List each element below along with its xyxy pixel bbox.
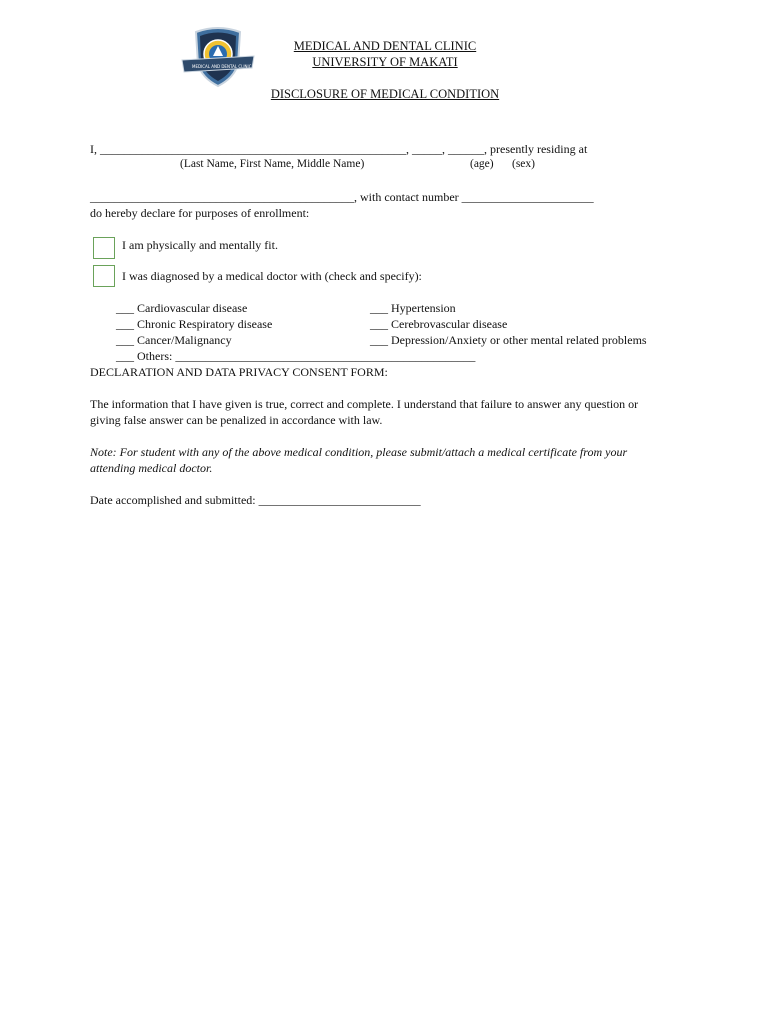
date-submitted-line[interactable]: Date accomplished and submitted: ___________________________ [90,493,421,507]
consent-statement-line2: giving false answer can be penalized in accordance with law. [90,413,383,427]
diagnosed-label: I was diagnosed by a medical doctor with (check and specify): [122,269,422,283]
identity-line: I, ___________________________________________________, _____, ______, presently residing at [90,142,588,156]
condition-cerebrovascular[interactable]: ___ Cerebrovascular disease [370,317,508,331]
consent-statement-line1: The information that I have given is true, correct and complete. I understand that failure to answer any question or [90,397,639,411]
age-caption: (age) [470,158,494,170]
condition-hypertension[interactable]: ___ Hypertension [370,301,456,315]
note-line2: attending medical doctor. [90,461,213,475]
logo-ribbon-text: MEDICAL AND DENTAL CLINIC [192,64,252,69]
form-title: DISCLOSURE OF MEDICAL CONDITION [270,87,500,101]
diagnosed-checkbox[interactable] [93,265,115,287]
declaration-intro: do hereby declare for purposes of enrollment: [90,206,310,220]
sex-caption: (sex) [512,158,535,170]
fit-label: I am physically and mentally fit. [122,238,278,252]
note-line1: Note: For student with any of the above medical condition, please submit/attach a medical certificate from your [90,445,628,459]
condition-chronic-respiratory[interactable]: ___ Chronic Respiratory disease [116,317,273,331]
condition-cardiovascular[interactable]: ___ Cardiovascular disease [116,301,248,315]
condition-others[interactable]: ___ Others: __________________________________________________ [116,349,476,363]
fit-checkbox[interactable] [93,237,115,259]
clinic-name: MEDICAL AND DENTAL CLINIC [293,39,477,53]
condition-cancer[interactable]: ___ Cancer/Malignancy [116,333,232,347]
consent-heading: DECLARATION AND DATA PRIVACY CONSENT FORM: [90,365,388,379]
address-contact-line: ____________________________________________, with contact number ______________________ [90,190,594,204]
condition-depression-anxiety[interactable]: ___ Depression/Anxiety or other mental related problems [370,333,647,347]
university-name: UNIVERSITY OF MAKATI [312,55,458,69]
name-caption: (Last Name, First Name, Middle Name) [180,158,365,170]
